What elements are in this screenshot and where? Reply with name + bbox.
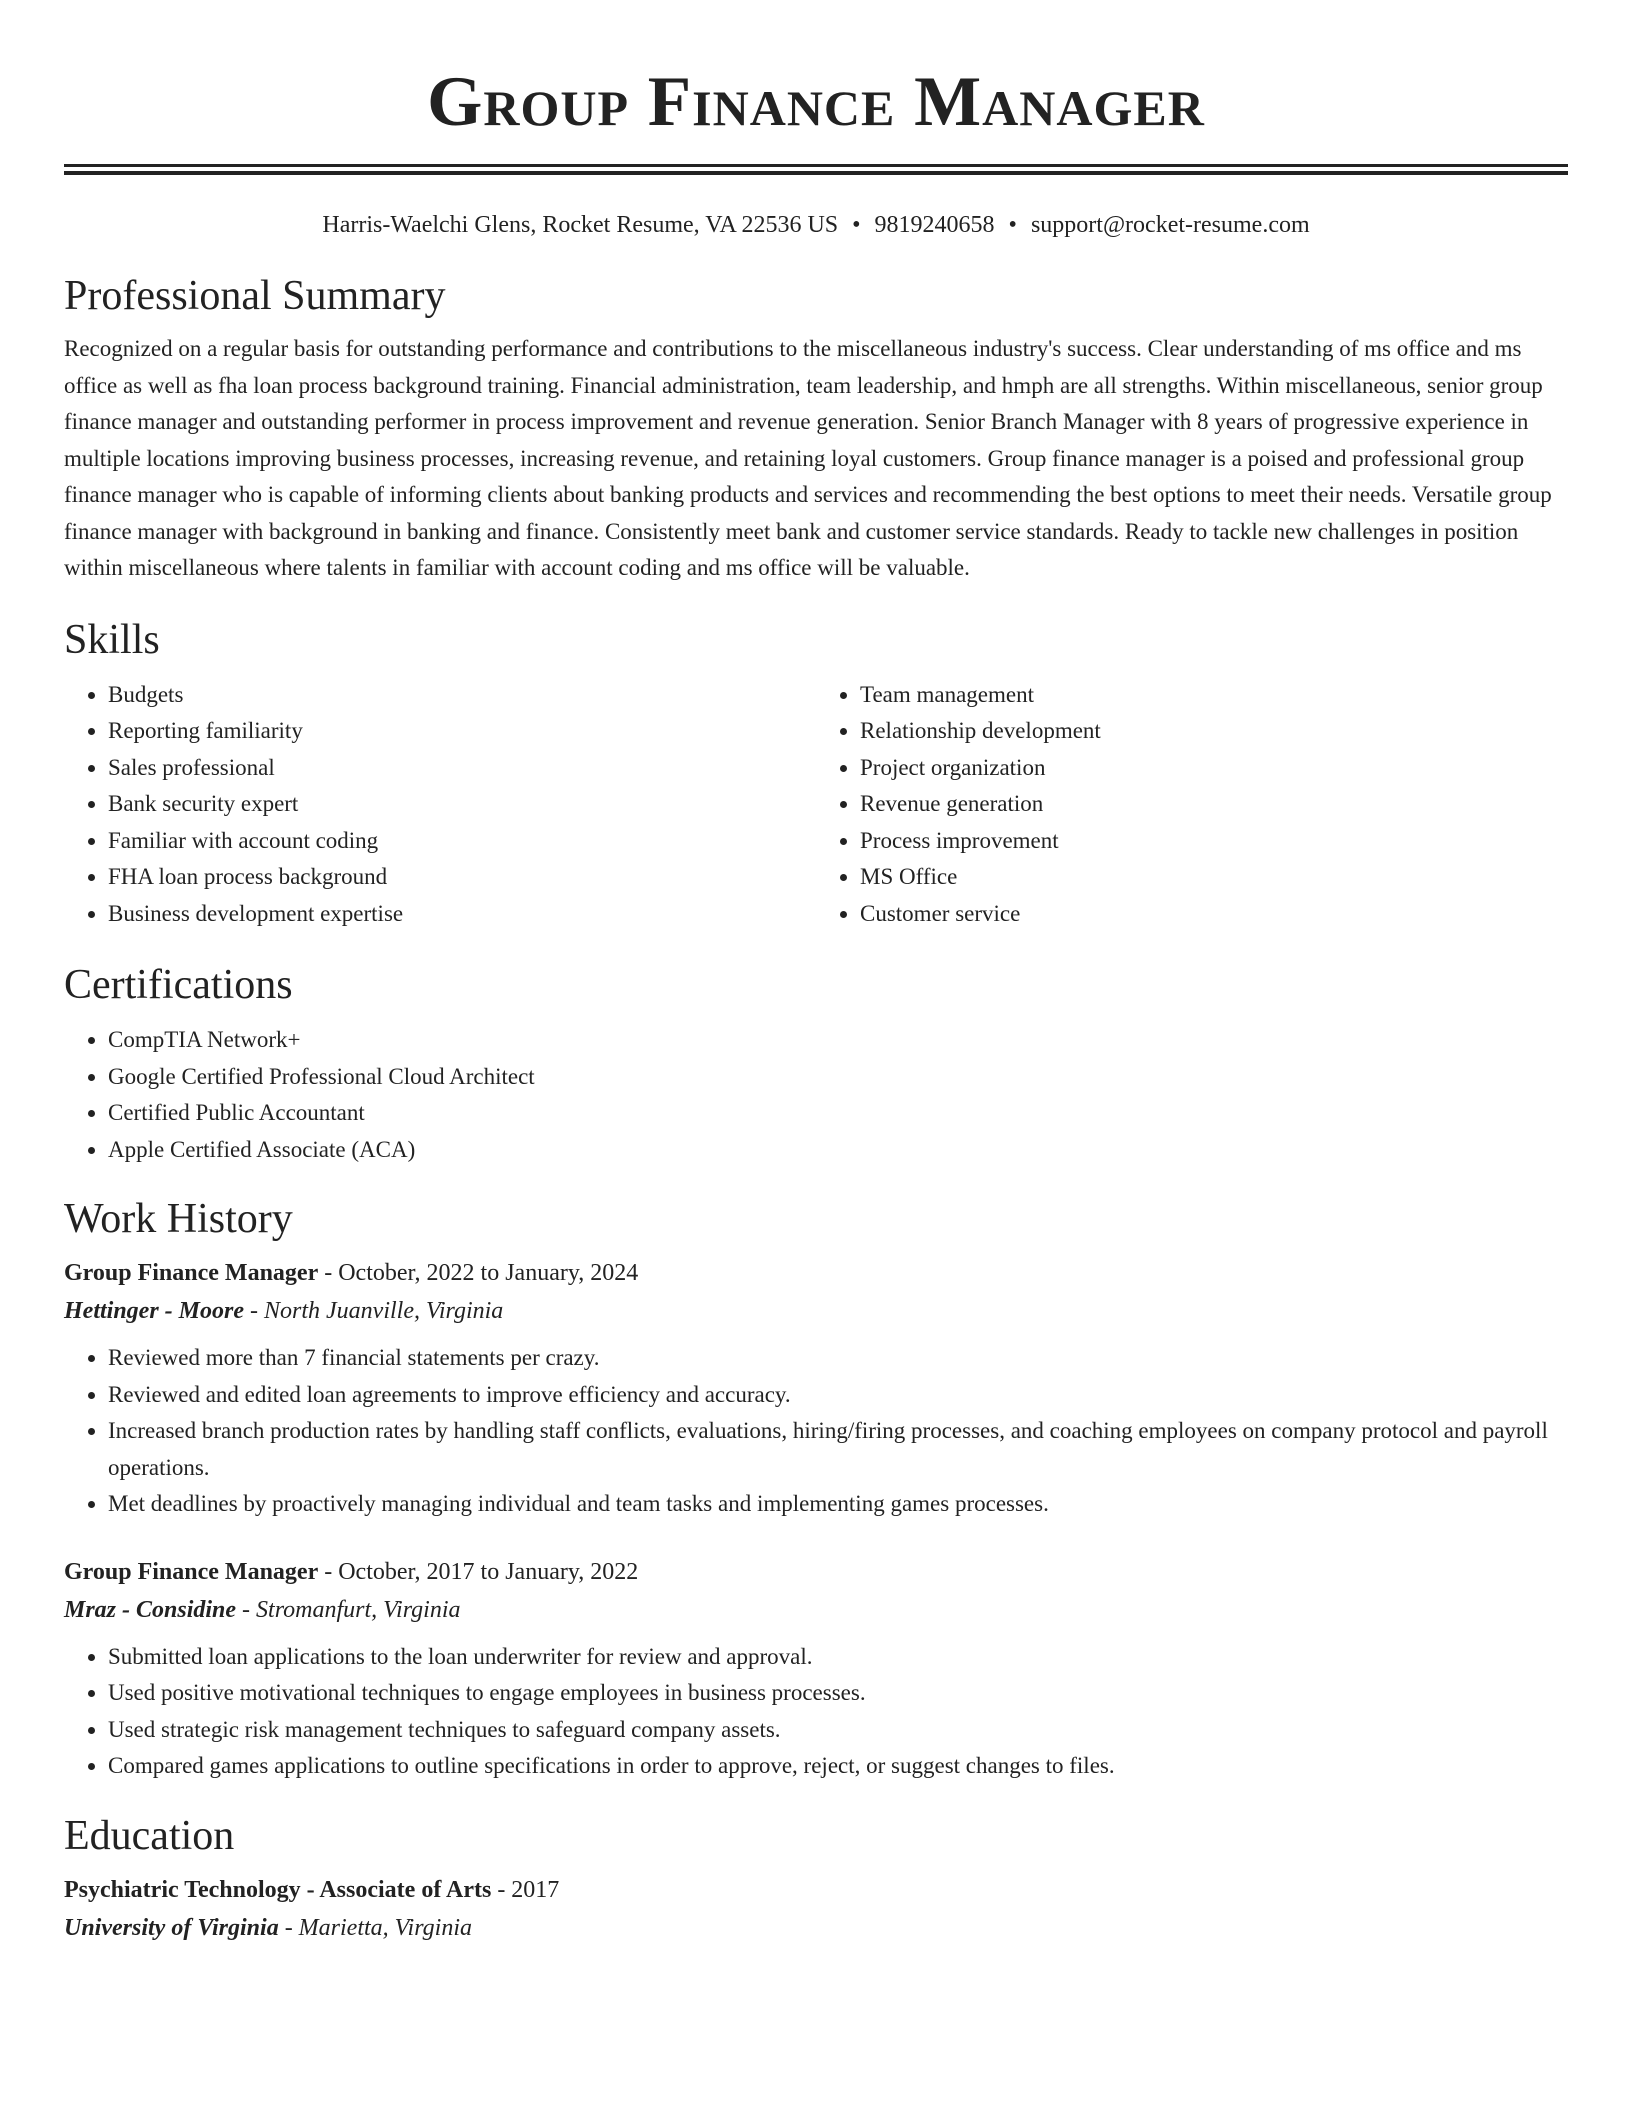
list-item: • Sales professional — [108, 750, 816, 787]
list-item: • Apple Certified Associate (ACA) — [108, 1132, 1568, 1169]
skills-list-left — [64, 677, 816, 933]
school-location: - Marietta, Virginia — [278, 1914, 472, 1941]
job-dates: - October, 2022 to January, 2024 — [318, 1260, 639, 1286]
employer-location: - Stromanfurt, Virginia — [236, 1596, 461, 1623]
contact-line — [64, 209, 1568, 241]
employer-name: Mraz - Considine — [64, 1596, 237, 1623]
section-heading: Work History — [64, 1196, 293, 1242]
degree-name: Psychiatric Technology - Associate of Arts — [64, 1876, 492, 1903]
skills-columns — [64, 677, 1568, 933]
job-title: Group Finance Manager — [64, 1260, 319, 1286]
list-item: • Used strategic risk management techniques to safeguard company assets. — [108, 1712, 1568, 1749]
school-line — [64, 1909, 1568, 1947]
job-entry — [64, 1254, 1568, 1523]
list-item: • Team management — [860, 677, 1568, 714]
list-item: • Budgets — [108, 677, 816, 714]
resume-title: Group Finance Manager — [427, 63, 1205, 141]
school-name: University of Virginia — [64, 1914, 279, 1941]
list-item: • Submitted loan applications to the loan underwriter for review and approval. — [108, 1639, 1568, 1676]
list-item: • Relationship development — [860, 713, 1568, 750]
employer-location: - North Juanville, Virginia — [244, 1298, 504, 1324]
list-item: • Met deadlines by proactively managing individual and team tasks and implementing games processes. — [108, 1486, 1568, 1523]
list-item: • Reporting familiarity — [108, 713, 816, 750]
skills-section — [64, 615, 1568, 933]
list-item: • FHA loan process background — [108, 859, 816, 896]
job-title-line — [64, 1553, 1568, 1591]
summary-section — [64, 271, 1568, 587]
list-item: • Reviewed and edited loan agreements to improve efficiency and accuracy. — [108, 1377, 1568, 1414]
employer-name: Hettinger - Moore — [64, 1298, 244, 1324]
job-entry — [64, 1553, 1568, 1785]
job-dates: - October, 2017 to January, 2022 — [318, 1558, 639, 1585]
contact-phone: 9819240658 — [874, 212, 995, 238]
job-bullets — [64, 1639, 1568, 1785]
contact-separator: • — [852, 212, 861, 238]
list-item: • MS Office — [860, 859, 1568, 896]
summary-text: Recognized on a regular basis for outstanding performance and contributions to the miscellaneous industry's success. Clear understanding of ms office and ms office as well as fha loan process background training. Financial administration, team leadership, and hmph are all strengths. Within miscellaneous, senior group finance manager and outstanding performer in process improvement and revenue generation. Senior Branch Manager with 8 years of progressive experience in multiple locations improving business processes, increasing revenue, and retaining loyal customers. Group finance manager is a poised and professional group finance manager who is capable of informing clients about banking products and services and recommending the best options to meet their needs. Versatile group finance manager with background in banking and finance. Consistently meet bank and customer service standards. Ready to tackle new challenges in position within miscellaneous where talents in familiar with account coding and ms office will be valuable. — [64, 336, 1552, 580]
list-item: • Google Certified Professional Cloud Architect — [108, 1059, 1568, 1096]
education-section — [64, 1811, 1568, 1947]
contact-address: Harris-Waelchi Glens, Rocket Resume, VA 22536 US — [322, 212, 839, 238]
list-item: • Increased branch production rates by handling staff conflicts, evaluations, hiring/firing processes, and coaching employees on company protocol and payroll operations. — [108, 1413, 1568, 1486]
contact-email: support@rocket-resume.com — [1030, 212, 1310, 238]
list-item: • CompTIA Network+ — [108, 1022, 1568, 1059]
list-item: • Revenue generation — [860, 786, 1568, 823]
list-item: • Project organization — [860, 750, 1568, 787]
list-item: • Reviewed more than 7 financial statements per crazy. — [108, 1340, 1568, 1377]
skills-list-right — [816, 677, 1568, 933]
list-item: • Familiar with account coding — [108, 823, 816, 860]
section-heading: Skills — [64, 616, 160, 663]
job-bullets — [64, 1340, 1568, 1523]
job-title-line — [64, 1254, 1568, 1292]
list-item: • Used positive motivational techniques to engage employees in business processes. — [108, 1675, 1568, 1712]
list-item: • Business development expertise — [108, 896, 816, 933]
list-item: • Compared games applications to outline specifications in order to approve, reject, or suggest changes to files. — [108, 1748, 1568, 1785]
job-title: Group Finance Manager — [64, 1558, 319, 1585]
title-divider — [64, 164, 1568, 175]
section-heading: Certifications — [64, 962, 293, 1008]
employer-line — [64, 1591, 1568, 1629]
section-heading: Education — [64, 1812, 235, 1859]
list-item: • Process improvement — [860, 823, 1568, 860]
degree-line — [64, 1871, 1568, 1909]
certifications-section — [64, 960, 1568, 1168]
contact-separator: • — [1008, 212, 1017, 238]
employer-line — [64, 1292, 1568, 1330]
degree-year: - 2017 — [491, 1876, 560, 1903]
list-item: • Customer service — [860, 896, 1568, 933]
certifications-list — [64, 1022, 1568, 1168]
list-item: • Bank security expert — [108, 786, 816, 823]
list-item: • Certified Public Accountant — [108, 1095, 1568, 1132]
work-history-section — [64, 1194, 1568, 1785]
section-heading: Professional Summary — [64, 273, 446, 319]
